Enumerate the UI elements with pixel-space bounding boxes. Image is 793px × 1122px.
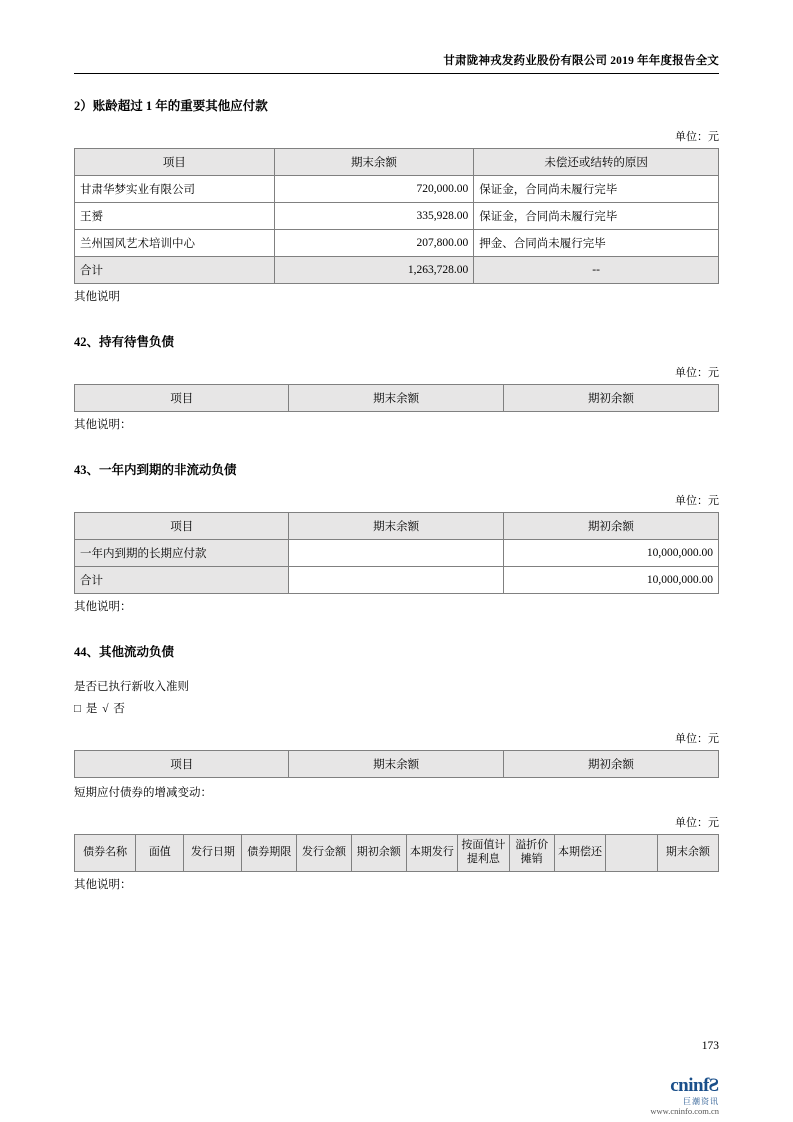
cell-ending-balance bbox=[289, 540, 503, 567]
logo-url: www.cninfo.com.cn bbox=[650, 1106, 719, 1117]
cell-total-label: 合计 bbox=[75, 257, 275, 284]
table-short-term-bonds bbox=[74, 834, 719, 872]
note-4: 其他说明： bbox=[74, 878, 132, 891]
page-header bbox=[74, 0, 719, 74]
column-header: 期末余额 bbox=[289, 513, 503, 540]
cell-item: 甘肃华梦实业有限公司 bbox=[75, 176, 275, 203]
column-header: 项目 bbox=[75, 751, 289, 778]
cell-total-reason: -- bbox=[474, 257, 719, 284]
logo-mark-icon: S bbox=[708, 1075, 719, 1096]
column-header: 按面值计提利息 bbox=[458, 835, 510, 872]
table-held-for-sale bbox=[74, 384, 719, 412]
cninfo-logo bbox=[650, 1075, 719, 1117]
column-header: 期初余额 bbox=[503, 513, 718, 540]
logo-subtitle: 巨潮资讯 bbox=[683, 1096, 719, 1106]
answer-checkboxes: □ 是 √ 否 bbox=[74, 703, 126, 715]
logo-text: cninf bbox=[670, 1075, 709, 1096]
cell-total-label: 合计 bbox=[75, 567, 289, 594]
unit-label-2: 单位：元 bbox=[675, 367, 719, 379]
column-header: 期初余额 bbox=[503, 751, 718, 778]
column-header: 期末余额 bbox=[657, 835, 718, 872]
column-header: 债券期限 bbox=[242, 835, 297, 872]
table-header-row bbox=[75, 513, 719, 540]
cell-amount: 335,928.00 bbox=[274, 203, 474, 230]
cell-item: 一年内到期的长期应付款 bbox=[75, 540, 289, 567]
header-divider bbox=[74, 73, 719, 74]
table-header-row bbox=[75, 149, 719, 176]
table-header-row bbox=[75, 385, 719, 412]
cell-item: 兰州国风艺术培训中心 bbox=[75, 230, 275, 257]
note-3: 其他说明： bbox=[74, 601, 132, 613]
section-heading-noncurrent-due: 43、一年内到期的非流动负债 bbox=[74, 463, 237, 477]
header-title: 甘肃陇神戎发药业股份有限公司 2019 年年度报告全文 bbox=[443, 55, 719, 67]
column-header: 项目 bbox=[75, 513, 289, 540]
column-header: 溢折价摊销 bbox=[509, 835, 554, 872]
subtitle-short-term-bonds: 短期应付债券的增减变动： bbox=[74, 787, 212, 799]
table-other-payables bbox=[74, 148, 719, 284]
cell-total-beginning: 10,000,000.00 bbox=[503, 567, 718, 594]
unit-label-3: 单位：元 bbox=[675, 495, 719, 507]
column-header: 发行日期 bbox=[184, 835, 242, 872]
table-header-row bbox=[75, 751, 719, 778]
page-number: 173 bbox=[701, 1040, 719, 1052]
column-header: 发行金额 bbox=[297, 835, 352, 872]
table-other-current-liabilities bbox=[74, 750, 719, 778]
cell-reason: 保证金，合同尚未履行完毕 bbox=[474, 176, 719, 203]
unit-label-1: 单位：元 bbox=[675, 131, 719, 143]
column-header: 本期偿还 bbox=[554, 835, 606, 872]
logo-wordmark bbox=[650, 1075, 719, 1097]
column-header: 项目 bbox=[75, 149, 275, 176]
column-header bbox=[606, 835, 658, 872]
column-header: 期初余额 bbox=[503, 385, 718, 412]
column-header: 项目 bbox=[75, 385, 289, 412]
table-row bbox=[75, 203, 719, 230]
table-row bbox=[75, 230, 719, 257]
table-row bbox=[75, 176, 719, 203]
cell-amount: 207,800.00 bbox=[274, 230, 474, 257]
note-1: 其他说明 bbox=[74, 291, 120, 303]
cell-total-ending bbox=[289, 567, 503, 594]
column-header: 未偿还或结转的原因 bbox=[474, 149, 719, 176]
table-header-row bbox=[75, 835, 719, 872]
section-heading-held-for-sale: 42、持有待售负债 bbox=[74, 335, 175, 349]
table-noncurrent-due bbox=[74, 512, 719, 594]
column-header: 面值 bbox=[136, 835, 184, 872]
column-header: 期末余额 bbox=[289, 751, 503, 778]
cell-reason: 保证金，合同尚未履行完毕 bbox=[474, 203, 719, 230]
unit-label-4: 单位：元 bbox=[675, 733, 719, 745]
column-header: 期末余额 bbox=[289, 385, 503, 412]
cell-item: 王赟 bbox=[75, 203, 275, 230]
cell-beginning-balance: 10,000,000.00 bbox=[503, 540, 718, 567]
note-2: 其他说明： bbox=[74, 419, 132, 431]
cell-reason: 押金、合同尚未履行完毕 bbox=[474, 230, 719, 257]
table-total-row bbox=[75, 257, 719, 284]
table-row bbox=[75, 540, 719, 567]
section-heading-other-current-liabilities: 44、其他流动负债 bbox=[74, 645, 175, 659]
column-header: 本期发行 bbox=[406, 835, 458, 872]
column-header: 债券名称 bbox=[75, 835, 136, 872]
question-new-revenue-standard: 是否已执行新收入准则 bbox=[74, 681, 189, 693]
cell-amount: 720,000.00 bbox=[274, 176, 474, 203]
section-heading-other-payables: 2）账龄超过 1 年的重要其他应付款 bbox=[74, 99, 268, 113]
column-header: 期末余额 bbox=[274, 149, 474, 176]
table-total-row bbox=[75, 567, 719, 594]
column-header: 期初余额 bbox=[351, 835, 406, 872]
unit-label-5: 单位：元 bbox=[675, 817, 719, 829]
cell-total-amount: 1,263,728.00 bbox=[274, 257, 474, 284]
